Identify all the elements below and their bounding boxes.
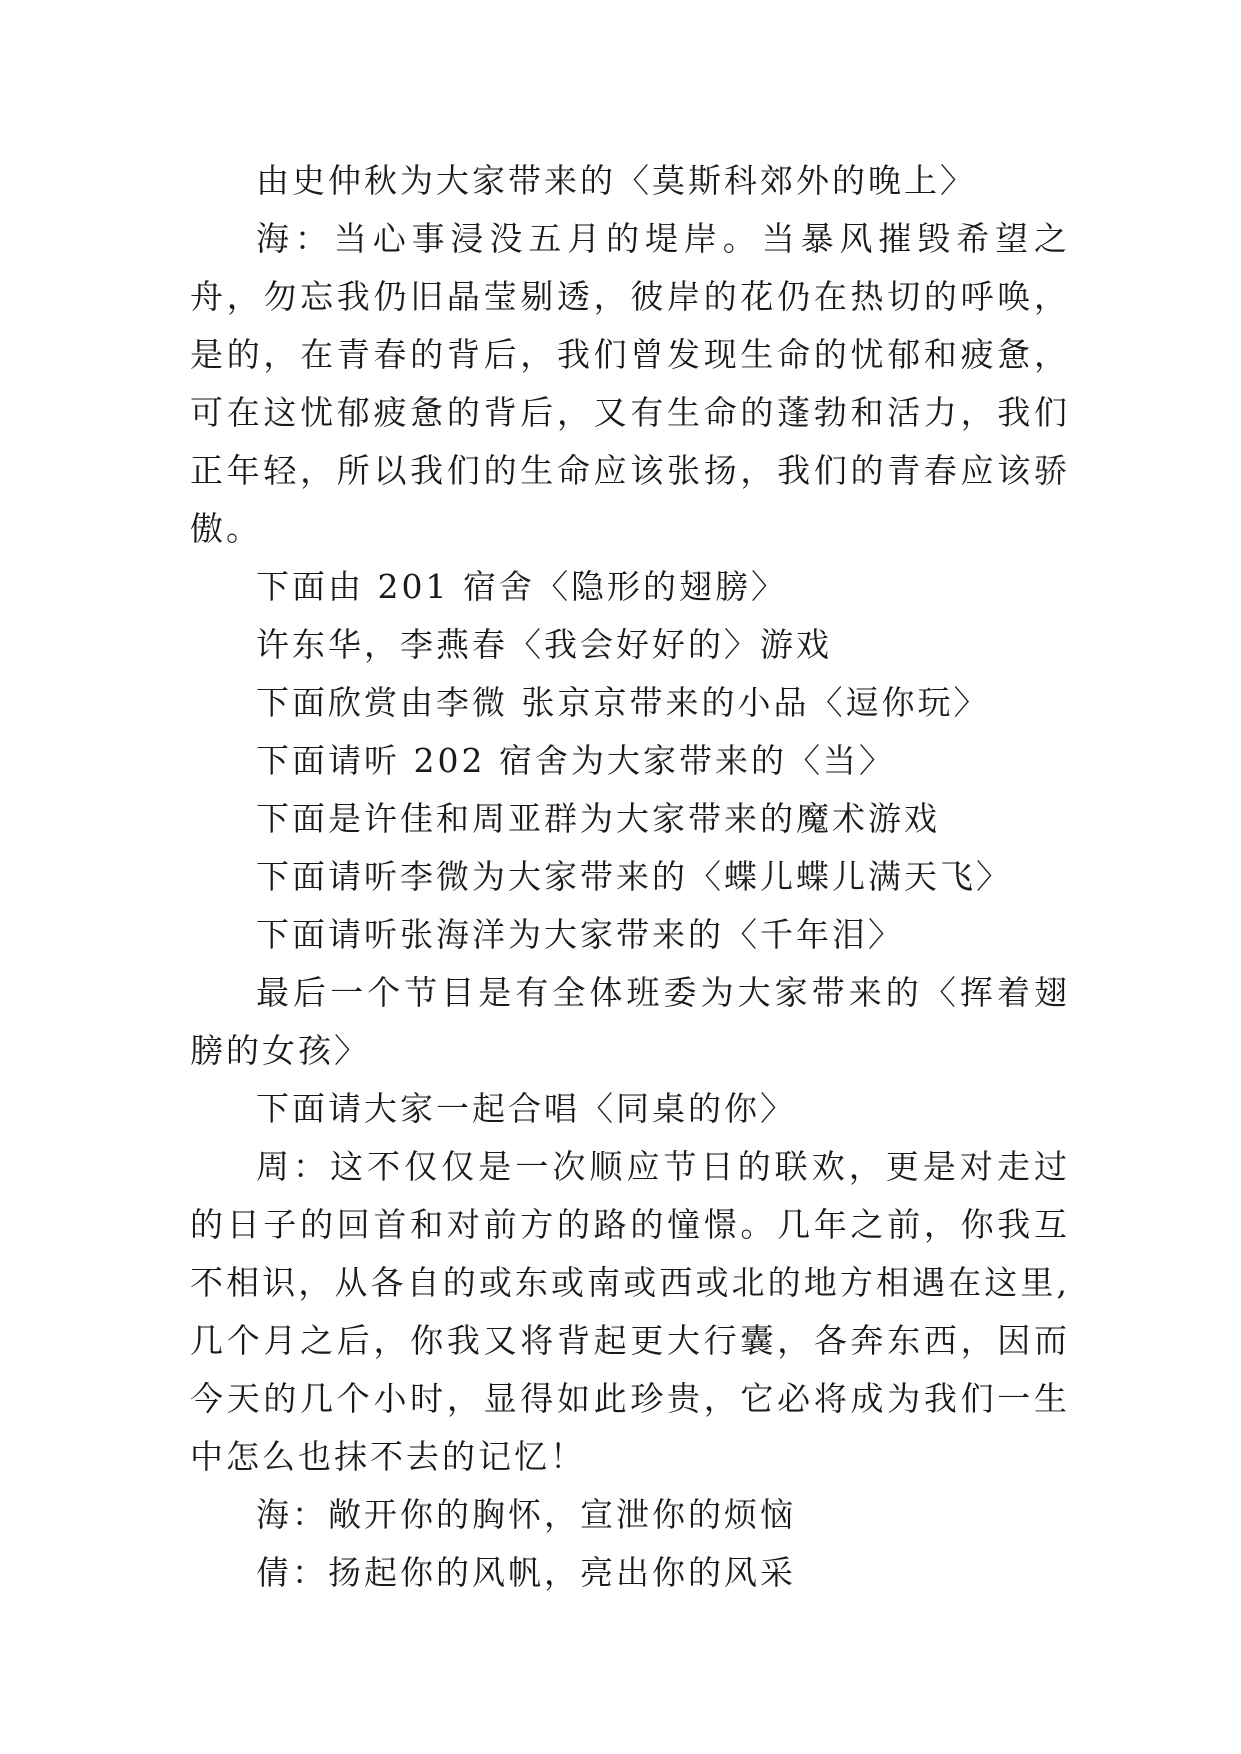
paragraph-performance-202: 下面请听 202 宿舍为大家带来的〈当〉 [256,741,895,780]
paragraph-performance-tears: 下面请听张海洋为大家带来的〈千年泪〉 [256,915,904,954]
paragraph-qian-speech: 倩：扬起你的风帆，亮出你的风采 [256,1553,796,1592]
paragraph-performance-game: 许东华，李燕春〈我会好好的〉游戏 [256,625,832,664]
paragraph-zhou-speech: 周：这不仅仅是一次顺应节日的联欢，更是对走过的日子的回首和对前方的路的憧憬。几年之前，你我互不相识，从各自的或东或南或西或北的地方相遇在这里,几个月之后，你我又将背起更大行囊，各奔东西，因而今天的几个小时，显得如此珍贵，它必将成为我们一生中怎么也抹不去的记忆！ [190,1147,1070,1476]
paragraph-performance-201: 下面由 201 宿舍〈隐形的翅膀〉 [256,567,787,606]
paragraph-performance-butterfly: 下面请听李微为大家带来的〈蝶儿蝶儿满天飞〉 [256,857,1012,896]
paragraph-hai-speech-2: 海：敞开你的胸怀，宣泄你的烦恼 [256,1495,796,1534]
paragraph-performance-final: 最后一个节目是有全体班委为大家带来的〈挥着翅膀的女孩〉 [190,973,1070,1070]
document-body [190,152,1070,1602]
paragraph-hai-speech-1: 海：当心事浸没五月的堤岸。当暴风摧毁希望之舟，勿忘我仍旧晶莹剔透，彼岸的花仍在热切的呼唤，是的，在青春的背后，我们曾发现生命的忧郁和疲惫，可在这忧郁疲惫的背后，又有生命的蓬勃和活力，我们正年轻，所以我们的生命应该张扬，我们的青春应该骄傲。 [190,219,1070,548]
paragraph-performance-magic: 下面是许佳和周亚群为大家带来的魔术游戏 [256,799,940,838]
paragraph-performance-intro: 由史仲秋为大家带来的〈莫斯科郊外的晚上〉 [256,161,976,200]
paragraph-performance-sketch: 下面欣赏由李微 张京京带来的小品〈逗你玩〉 [256,683,990,722]
paragraph-chorus: 下面请大家一起合唱〈同桌的你〉 [256,1089,796,1128]
